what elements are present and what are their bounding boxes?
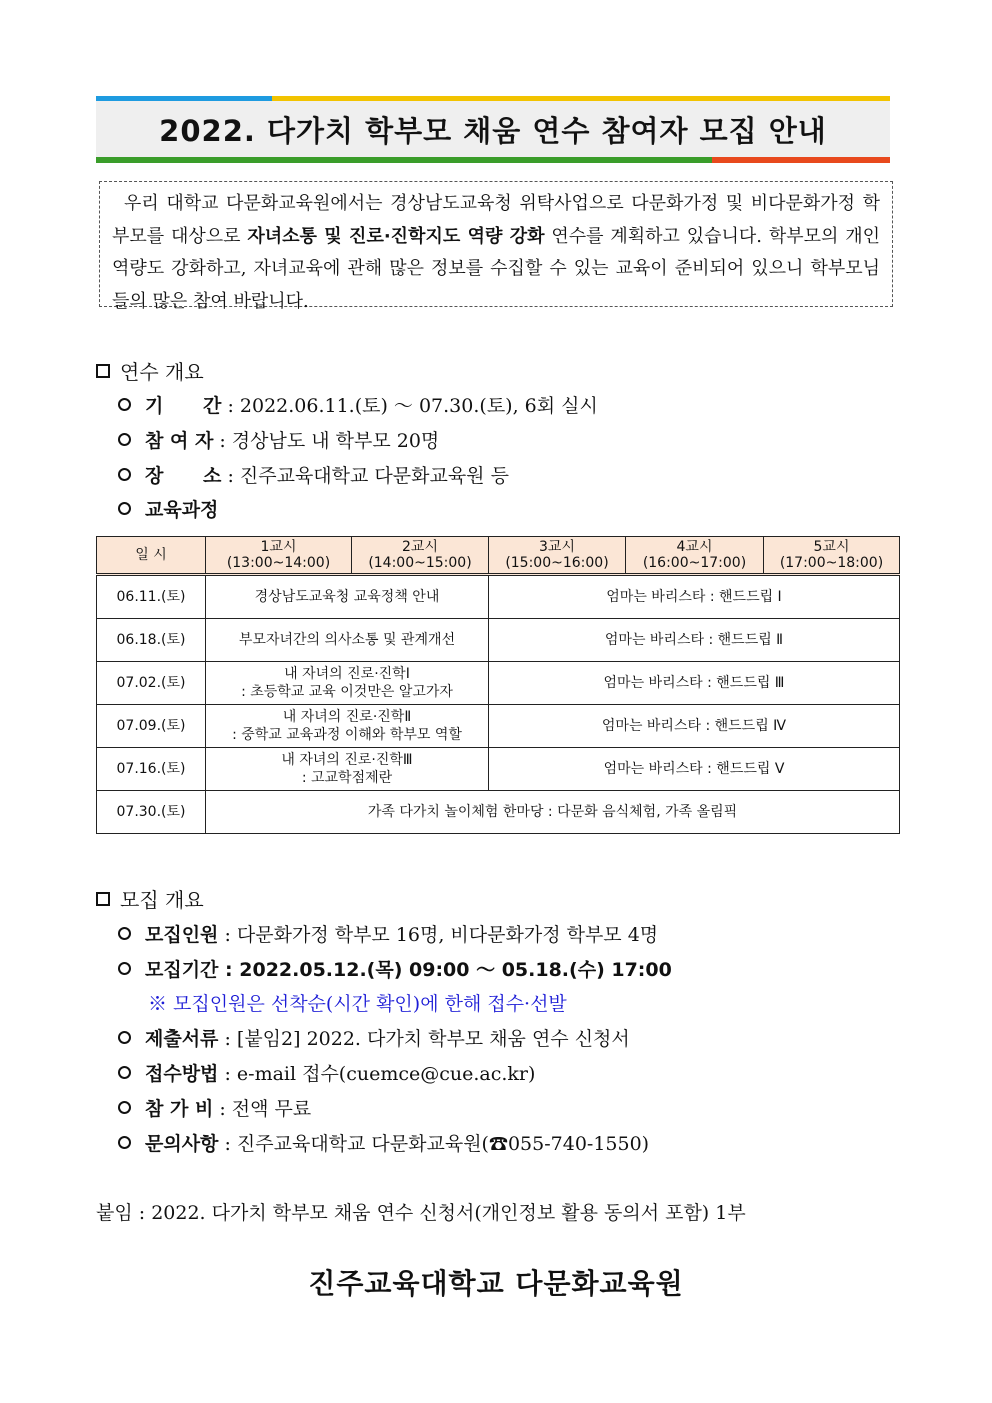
circle-bullet-icon — [118, 1066, 131, 1079]
circle-bullet-icon — [118, 927, 131, 940]
section-heading-overview: 연수 개요 — [96, 356, 204, 385]
table-row: 07.09.(토) 내 자녀의 진로·진학Ⅱ : 중학교 교육과정 이해와 학부모 역할 엄마는 바리스타 : 핸드드립 Ⅳ — [97, 705, 900, 748]
table-row: 07.16.(토) 내 자녀의 진로·진학Ⅲ : 고교학점제란 엄마는 바리스타 : 핸드드립 Ⅴ — [97, 748, 900, 791]
recruit-item-method: 접수방법 : e-mail 접수(cuemce@cue.ac.kr) — [118, 1059, 535, 1086]
circle-bullet-icon — [118, 502, 131, 515]
header-period-1: 1교시 (13:00~14:00) — [206, 537, 352, 575]
recruit-item-count: 모집인원 : 다문화가정 학부모 16명, 비다문화가정 학부모 4명 — [118, 920, 658, 947]
circle-bullet-icon — [118, 433, 131, 446]
recruit-item-documents: 제출서류 : [붙임2] 2022. 다가치 학부모 채움 연수 신청서 — [118, 1024, 630, 1051]
table-row: 07.02.(토) 내 자녀의 진로·진학Ⅰ : 초등학교 교육 이것만은 알고가자 엄마는 바리스타 : 핸드드립 Ⅲ — [97, 662, 900, 705]
table-header-row — [97, 537, 900, 575]
intro-paragraph — [99, 181, 893, 312]
circle-bullet-icon — [118, 1101, 131, 1114]
recruit-item-contact: 문의사항 : 진주교육대학교 다문화교육원(☎055-740-1550) — [118, 1129, 649, 1156]
page-title: 2022. 다가치 학부모 채움 연수 참여자 모집 안내 — [159, 113, 827, 148]
intro-text-1: 우리 대학교 다문화교육원에서는 경상남도교육청 위탁사업으로 다문화가정 및 비다문화가정 학부모를 대상으로 — [112, 193, 880, 247]
header-period-4: 4교시 (16:00~17:00) — [626, 537, 764, 575]
header-period-5: 5교시 (17:00~18:00) — [764, 537, 900, 575]
table-row: 06.18.(토) 부모자녀간의 의사소통 및 관계개선 엄마는 바리스타 : 핸드드립 Ⅱ — [97, 619, 900, 662]
table-row: 06.11.(토) 경상남도교육청 교육정책 안내 엄마는 바리스타 : 핸드드립 Ⅰ — [97, 575, 900, 619]
circle-bullet-icon — [118, 1031, 131, 1044]
recruit-note: ※ 모집인원은 선착순(시간 확인)에 한해 접수·선발 — [148, 993, 567, 1015]
curriculum-table — [96, 536, 900, 834]
circle-bullet-icon — [118, 398, 131, 411]
overview-item-curriculum: 교육과정 — [118, 495, 218, 522]
title-bottom-bar — [96, 157, 890, 163]
header-period-3: 3교시 (15:00~16:00) — [489, 537, 626, 575]
recruit-item-period: 모집기간 : 2022.05.12.(목) 09:00 ～ 05.18.(수) 17:00 — [118, 955, 672, 982]
checkbox-square-icon — [96, 364, 110, 378]
intro-bold-text: 자녀소통 및 진로·진학지도 역량 강화 — [247, 225, 545, 247]
table-row: 07.30.(토) 가족 다가치 놀이체험 한마당 : 다문화 음식체험, 가족 올림픽 — [97, 791, 900, 834]
organization-name: 진주교육대학교 다문화교육원 — [308, 1267, 684, 1300]
circle-bullet-icon — [118, 468, 131, 481]
recruit-item-fee: 참 가 비 : 전액 무료 — [118, 1094, 311, 1121]
overview-item-participants: 참 여 자 : 경상남도 내 학부모 20명 — [118, 426, 439, 453]
checkbox-square-icon — [96, 892, 110, 906]
title-box — [96, 101, 890, 157]
circle-bullet-icon — [118, 962, 131, 975]
attachment-line: 붙임 : 2022. 다가치 학부모 채움 연수 신청서(개인정보 활용 동의서 포함) 1부 — [96, 1202, 746, 1224]
header-date: 일 시 — [97, 537, 206, 575]
overview-item-period: 기 간 : 2022.06.11.(토) ～ 07.30.(토), 6회 실시 — [118, 391, 598, 418]
section-heading-recruitment: 모집 개요 — [96, 884, 204, 913]
intro-text-2: 연수를 계획하고 있습니다. 학부모의 개인역량도 강화하고, 자녀교육에 관해 많은 정보를 수집할 수 있는 교육이 준비되어 있으니 학부모님들의 많은 참여 바랍니다. — [112, 225, 880, 312]
overview-item-location: 장 소 : 진주교육대학교 다문화교육원 등 — [118, 461, 509, 488]
header-period-2: 2교시 (14:00~15:00) — [352, 537, 489, 575]
circle-bullet-icon — [118, 1136, 131, 1149]
